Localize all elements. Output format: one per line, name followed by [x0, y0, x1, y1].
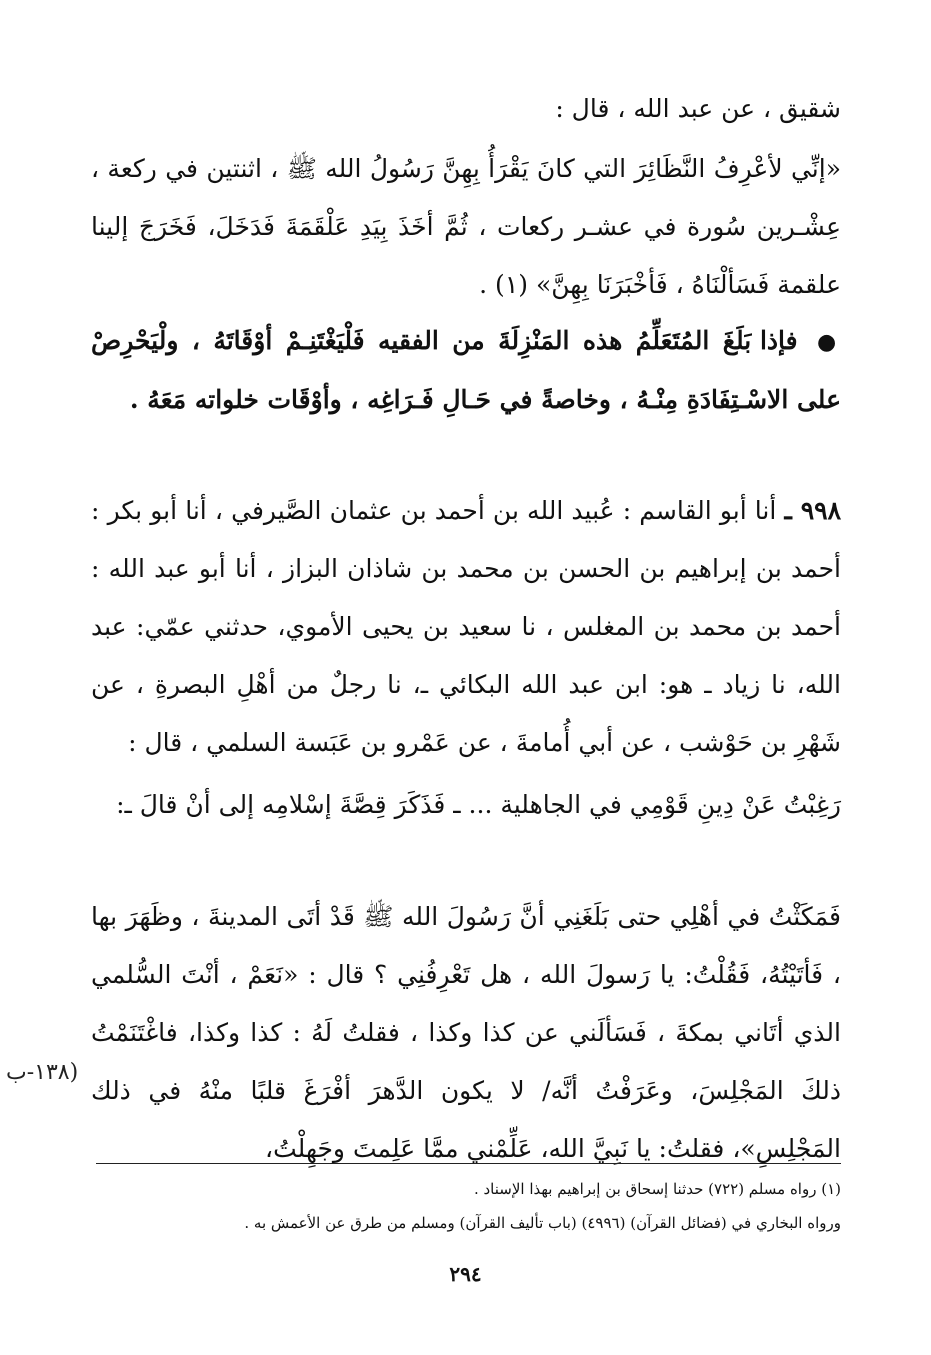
paragraph-advice-text: فإذا بَلَغَ المُتَعَلِّمُ هذه المَنْزِلَةَ من الفقيه فَلْيَغْتَنِـمْ أوْقَاتَهُ ، ولْيَحْرِصْ على الاسْـتِفَادَةِ مِنْـهُ ، وخاصةً في حَـالِ فَـرَاغِه ، وأوْقَات خلواته مَعَهُ . [91, 326, 841, 414]
paragraph-narration: رَغِبْتُ عَنْ دِينِ قَوْمِي في الجاهلية ... ـ فَذَكَرَ قِصَّةَ إسْلامِه إلى أنْ قالَ ـ: [116, 790, 841, 819]
footnote-2: ورواه البخاري في (فضائل القرآن) (٤٩٩٦) (باب تأليف القرآن) ومسلم من طرق عن الأعمش به . [244, 1214, 841, 1232]
footnote-divider [96, 1163, 841, 1164]
bullet-icon: ● [817, 329, 841, 355]
paragraph-isnad-text: أنا أبو القاسم : عُبيد الله بن أحمد بن عثمان الصَّيرفي ، أنا أبو بكر : أحمد بن إبراهيم بن الحسن بن محمد بن شاذان البزاز ، أنا أبو عبد الله : أحمد بن محمد بن المغلس ، نا سعيد بن يحيى الأموي، حدثني عمّي: عبد الله، نا زياد ـ هو: ابن عبد الله البكائي ـ، نا رجلٌ من أهْلِ البصرةِ ، عن شَهْرِ بن حَوْشب ، عن أبي أُمامةَ ، عن عَمْرو بن عَبَسة السلمي ، قال : [91, 496, 841, 757]
paragraph-story: فَمَكَثْتُ في أهْلِي حتى بَلَغَنِي أنَّ رَسُولَ الله ﷺ قَدْ أتَى المدينةَ ، وظَهَرَ بها ، فَأتَيْتُهُ، فَقُلْتُ: يا رَسولَ الله ، هل تَعْرِفُنِي ؟ قال : «نَعَمْ ، أنْتَ السُّلمي الذي أتَاني بمكةَ ، فَسَألَني عن كذا وكذا ، فقلتُ لَهُ : كذا وكذا، فاغْتَنَمْتُ ذلكَ المَجْلِسَ، وعَرَفْتُ أنَّه/ لا يكون الدَّهرَ أفْرَغَ قلبًا منْهُ في ذلك المَجْلِسِ»، فقلتُ: يا نَبِيَّ الله، عَلِّمْني ممَّا عَلِمتَ وجَهِلْتُ، [91, 902, 841, 1163]
paragraph-isnad [91, 482, 841, 772]
margin-folio-note: (١٣٨-ب [6, 1060, 79, 1085]
footnote-1: (١) رواه مسلم (٧٢٢) حدثنا إسحاق بن إبراهيم بهذا الإسناد . [473, 1180, 841, 1198]
paragraph-hadith-quote: «إنِّي لأعْرِفُ النَّظَائِرَ التي كانَ يَقْرَأُ بِهِنَّ رَسُولُ الله ﷺ ، اثنتين في ركعة ، عِشْـرين سُورة في عشـر ركعات ، ثُمَّ أخَذَ بِيَدِ عَلْقَمَةَ فَدَخَلَ، فَخَرَجَ إلينا علقمة فَسَألْنَاهُ ، فَأخْبَرَنَا بِهِنَّ» (١) . [91, 154, 841, 299]
paragraph-advice [91, 312, 841, 429]
page-number: ٢٩٤ [449, 1262, 482, 1286]
hadith-number: ٩٩٨ ـ [784, 496, 842, 525]
paragraph-intro: شقيق ، عن عبد الله ، قال : [555, 94, 841, 123]
footnotes [96, 1172, 841, 1240]
